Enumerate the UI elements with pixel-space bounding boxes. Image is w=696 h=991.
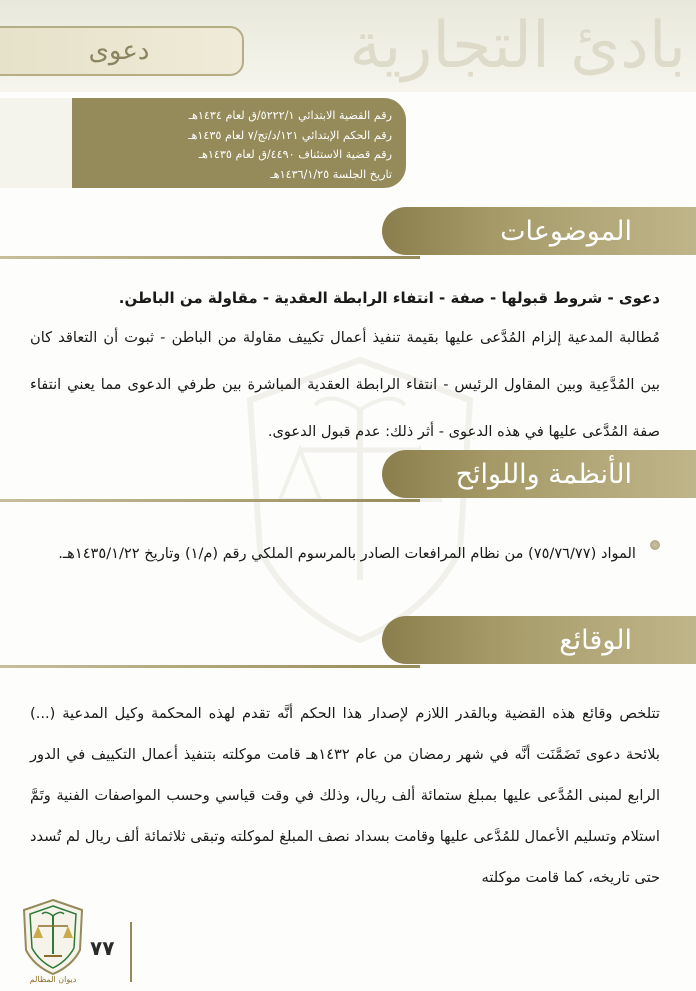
case-info-appeal-case-number: رقم قضية الاستئناف ٤٤٩٠/ق لعام ١٤٣٥هـ [198, 148, 392, 161]
board-of-grievances-emblem-icon [20, 898, 86, 984]
section-header-topics [382, 207, 696, 255]
section-header-facts [382, 616, 696, 664]
topics-body: مُطالبة المدعية إلزام المُدَّعى عليها بقيمة تنفيذ أعمال تكييف مقاولة من الباطن - ثبوت أن التعاقد كان بين المُدَّعِية وبين المقاول الرئيس - انتفاء الرابطة العقدية المباشرة بين طرفي الدعوى مما يعني انتفاء صفة المُدَّعى عليها في هذه الدعوى - أثر ذلك: عدم قبول الدعوى. [30, 329, 660, 440]
category-tab-label: دعوى [88, 36, 150, 66]
section-header-regulations [382, 450, 696, 498]
case-info-initial-judgment-number: رقم الحكم الإبتدائي ١٢١/د/تج/٧ لعام ١٤٣٥هـ [188, 128, 392, 142]
case-info-initial-case-number: رقم القضية الابتدائي ٥٢٢٢/١/ق لعام ١٤٣٤هـ [188, 109, 392, 122]
case-info-spacer [0, 98, 72, 188]
section-title-topics: الموضوعات [500, 215, 632, 247]
page-number: ٧٧ [90, 936, 115, 960]
footer-divider [130, 922, 132, 982]
header-watermark-text: بادئ التجارية [349, 9, 686, 83]
section-divider-facts [0, 665, 420, 668]
regulations-body: المواد (٧٥/٧٦/٧٧) من نظام المرافعات الصادر بالمرسوم الملكي رقم (م/١) وتاريخ ١٤٣٥/١/٢٢هـ. [58, 545, 636, 562]
section-divider-regulations [0, 499, 420, 502]
case-info-session-date: تاريخ الجلسة ١٤٣٦/١/٢٥هـ [270, 167, 392, 181]
facts-body: تتلخص وقائع هذه القضية وبالقدر اللازم لإصدار هذا الحكم أنَّه تقدم لهذه المحكمة وكيل المدعية (...) بلائحة دعوى تَضَمَّنَت أنَّه في شهر رمضان من عام ١٤٣٢هـ قامت موكلته بتنفيذ أعمال التكييف في الدور الرابع لمبنى المُدَّعى عليها بمبلغ ستمائة ألف ريال، وذلك في وقت قياسي وحسب المواصفات الفنية وتَمَّ استلام وتسليم الأعمال للمُدَّعى عليها وقامت بسداد نصف المبلغ لموكلته وتبقى ثلاثمائة ألف ريال لم تُسدد حتى تاريخه، كما قامت موكلته [30, 705, 660, 886]
section-divider-topics [0, 256, 420, 259]
topics-headline: دعوى - شروط قبولها - صفة - انتفاء الرابطة العقدية - مقاولة من الباطن. [118, 289, 660, 307]
case-info-box [72, 98, 406, 188]
section-title-facts: الوقائع [559, 624, 632, 656]
category-tab [0, 26, 244, 76]
top-header-band [0, 0, 696, 92]
emblem-caption: ديوان المظالم [29, 975, 77, 984]
section-title-regulations: الأنظمة واللوائح [455, 458, 632, 490]
